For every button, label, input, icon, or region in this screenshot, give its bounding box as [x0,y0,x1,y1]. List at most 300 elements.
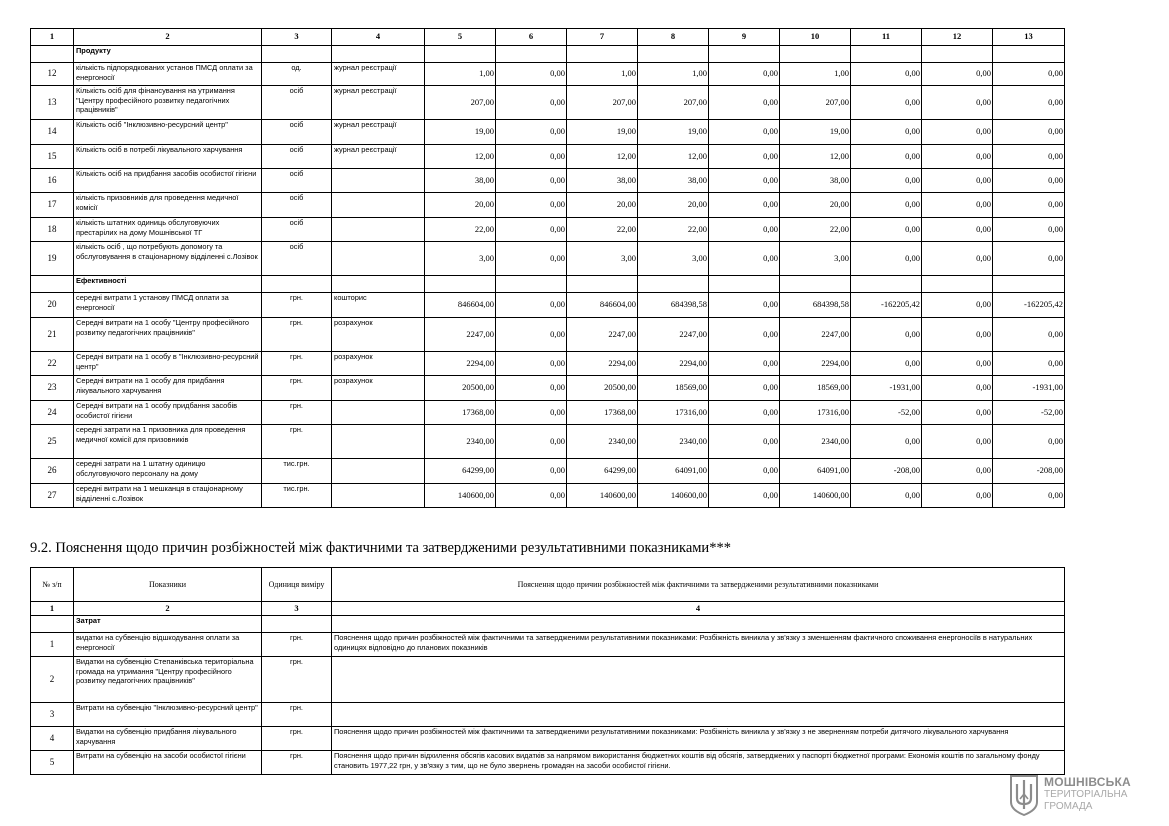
value-cell: 0,00 [851,193,922,218]
indicator-name: видатки на субвенцію відшкодування оплати за енергоносії [74,633,262,657]
value-cell: 0,00 [496,193,567,218]
column-number: 1 [31,29,74,46]
value-cell: 0,00 [496,318,567,352]
table-row [31,727,1065,751]
value-cell: 140600,00 [425,484,496,508]
value-cell: 1,00 [425,63,496,86]
source-cell: журнал реєстрації [332,120,425,145]
column-number: 3 [262,29,332,46]
value-cell: 0,00 [496,86,567,120]
explanation-cell [332,657,1065,703]
row-number: 19 [31,242,74,276]
table-row [31,193,1065,218]
value-cell: 0,00 [922,484,993,508]
indicator-name: Середні витрати на 1 особу "Центру професійного розвитку педагогічних працівників" [74,318,262,352]
value-cell: 17368,00 [425,401,496,425]
value-cell: -1931,00 [851,376,922,401]
column-number: 13 [993,29,1065,46]
value-cell: 12,00 [425,145,496,169]
value-cell: 0,00 [496,401,567,425]
value-cell: 0,00 [496,459,567,484]
value-cell: 64299,00 [425,459,496,484]
value-cell: 140600,00 [780,484,851,508]
value-cell: -52,00 [851,401,922,425]
unit-cell: грн. [262,751,332,775]
column-number-row [31,29,1065,46]
value-cell: -162205,42 [993,293,1065,318]
table-row [31,751,1065,775]
table-header-row [31,568,1065,602]
source-cell: журнал реєстрації [332,145,425,169]
value-cell: 0,00 [922,352,993,376]
value-cell: 0,00 [993,425,1065,459]
header-explanation: Пояснення щодо причин розбіжностей між фактичними та затвердженими результативними показниками [332,568,1065,602]
empty-cell [425,46,496,63]
value-cell: 0,00 [709,459,780,484]
value-cell: 0,00 [922,63,993,86]
value-cell: 2340,00 [780,425,851,459]
empty-cell [922,46,993,63]
source-cell: розрахунок [332,352,425,376]
value-cell: 0,00 [709,484,780,508]
empty-cell [780,46,851,63]
value-cell: 0,00 [851,352,922,376]
indicator-name: кількість призовників для проведення медичної комісії [74,193,262,218]
section-label: Продукту [74,46,262,63]
table-row [31,484,1065,508]
empty-cell [262,616,332,633]
indicator-name: середні затрати на 1 штатну одиницю обслуговуючого персоналу на дому [74,459,262,484]
value-cell: 207,00 [425,86,496,120]
unit-cell: осіб [262,193,332,218]
value-cell: 207,00 [780,86,851,120]
indicator-name: Середні витрати на 1 особу для придбання лікувального харчування [74,376,262,401]
value-cell: 0,00 [993,193,1065,218]
indicator-name: середні витрати 1 установу ПМСД оплати за енергоносії [74,293,262,318]
value-cell: 0,00 [496,218,567,242]
value-cell: 22,00 [425,218,496,242]
value-cell: 0,00 [496,352,567,376]
value-cell: -52,00 [993,401,1065,425]
value-cell: 20,00 [425,193,496,218]
table-row [31,242,1065,276]
indicator-name: Кількість осіб на придбання засобів особистої гігієни [74,169,262,193]
explanation-cell [332,703,1065,727]
empty-cell [496,276,567,293]
indicator-name: кількість осіб , що потребують допомогу та обслуговування в стаціонарному відділенні с.Лозівок [74,242,262,276]
empty-cell [851,46,922,63]
value-cell: 0,00 [496,145,567,169]
row-number: 1 [31,633,74,657]
source-cell: кошторис [332,293,425,318]
table-row [31,352,1065,376]
empty-cell [993,276,1065,293]
table-row [31,633,1065,657]
indicators-table [30,28,1065,508]
unit-cell: грн. [262,318,332,352]
value-cell: 19,00 [567,120,638,145]
value-cell: 3,00 [638,242,709,276]
value-cell: 140600,00 [638,484,709,508]
row-number: 15 [31,145,74,169]
column-number: 4 [332,602,1065,616]
table-row [31,657,1065,703]
value-cell: 0,00 [851,86,922,120]
value-cell: -208,00 [851,459,922,484]
table-row [31,86,1065,120]
row-number: 23 [31,376,74,401]
source-cell [332,193,425,218]
value-cell: 846604,00 [567,293,638,318]
empty-cell [31,616,74,633]
indicator-name: Кількість осіб для фінансування на утримання "Центру професійного розвитку педагогічних працівників" [74,86,262,120]
empty-cell [262,46,332,63]
value-cell: -162205,42 [851,293,922,318]
row-number: 21 [31,318,74,352]
indicator-name: Кількість осіб "Інклюзивно-ресурсний центр" [74,120,262,145]
value-cell: 17316,00 [638,401,709,425]
value-cell: 0,00 [709,425,780,459]
unit-cell: грн. [262,352,332,376]
value-cell: 2247,00 [425,318,496,352]
unit-cell: грн. [262,633,332,657]
empty-cell [993,46,1065,63]
column-number: 4 [332,29,425,46]
value-cell: 38,00 [638,169,709,193]
empty-cell [638,276,709,293]
value-cell: 20500,00 [425,376,496,401]
value-cell: 2247,00 [638,318,709,352]
empty-cell [425,276,496,293]
value-cell: 2340,00 [425,425,496,459]
value-cell: 0,00 [709,169,780,193]
table-row [31,703,1065,727]
column-number: 1 [31,602,74,616]
unit-cell: тис.грн. [262,459,332,484]
value-cell: 0,00 [709,86,780,120]
value-cell: 18569,00 [638,376,709,401]
row-number: 5 [31,751,74,775]
table-row [31,120,1065,145]
explanation-cell: Пояснення щодо причин розбіжностей між фактичними та затвердженими результативними показниками: Розбіжність виникла у зв'язку з зменшенням фактичного споживання енергоносіїв в натуральних одиницях відповідно до планових показників [332,633,1065,657]
row-number: 2 [31,657,74,703]
row-number: 13 [31,86,74,120]
row-number: 24 [31,401,74,425]
column-number: 11 [851,29,922,46]
column-number: 10 [780,29,851,46]
column-number: 2 [74,602,262,616]
value-cell: -208,00 [993,459,1065,484]
row-number: 16 [31,169,74,193]
empty-cell [638,46,709,63]
value-cell: 0,00 [993,318,1065,352]
value-cell: 0,00 [496,63,567,86]
value-cell: 0,00 [709,352,780,376]
explanation-cell: Пояснення щодо причин розбіжностей між фактичними та затвердженими результативними показниками: Розбіжність виникла у зв'язку з не зверненням потреби дитячого лікувального харчування [332,727,1065,751]
source-cell [332,401,425,425]
value-cell: 0,00 [922,376,993,401]
value-cell: 0,00 [993,169,1065,193]
value-cell: 64091,00 [780,459,851,484]
value-cell: 2294,00 [567,352,638,376]
value-cell: 12,00 [567,145,638,169]
unit-cell: грн. [262,703,332,727]
value-cell: 0,00 [709,218,780,242]
section-title: 9.2. Пояснення щодо причин розбіжностей між фактичними та затвердженими результативними показниками*** [30,540,731,556]
column-number: 9 [709,29,780,46]
empty-cell [709,276,780,293]
header-number: № з/п [31,568,74,602]
row-number: 18 [31,218,74,242]
value-cell: 1,00 [638,63,709,86]
value-cell: 0,00 [993,352,1065,376]
header-indicators: Показники [74,568,262,602]
empty-cell [567,276,638,293]
empty-cell [922,276,993,293]
value-cell: 38,00 [567,169,638,193]
empty-cell [31,276,74,293]
value-cell: 684398,58 [780,293,851,318]
row-number: 12 [31,63,74,86]
source-cell [332,218,425,242]
empty-cell [262,276,332,293]
value-cell: 0,00 [709,318,780,352]
value-cell: 0,00 [709,401,780,425]
value-cell: 0,00 [851,120,922,145]
value-cell: 19,00 [425,120,496,145]
value-cell: 0,00 [922,318,993,352]
value-cell: 0,00 [851,63,922,86]
value-cell: 0,00 [851,218,922,242]
column-number: 8 [638,29,709,46]
logo-line-3: ГРОМАДА [1044,801,1093,812]
unit-cell: од. [262,63,332,86]
value-cell: 0,00 [496,120,567,145]
value-cell: 64091,00 [638,459,709,484]
value-cell: 0,00 [922,459,993,484]
indicator-name: Видатки на субвенцію придбання лікувального харчування [74,727,262,751]
value-cell: 0,00 [851,318,922,352]
value-cell: 0,00 [709,63,780,86]
value-cell: 0,00 [993,120,1065,145]
logo-line-2: ТЕРИТОРІАЛЬНА [1044,789,1128,800]
empty-cell [332,616,1065,633]
unit-cell: осіб [262,86,332,120]
table-row [31,401,1065,425]
value-cell: 846604,00 [425,293,496,318]
value-cell: 2247,00 [780,318,851,352]
value-cell: 38,00 [425,169,496,193]
source-cell: журнал реєстрації [332,63,425,86]
value-cell: 38,00 [780,169,851,193]
value-cell: 140600,00 [567,484,638,508]
value-cell: 2294,00 [780,352,851,376]
value-cell: 12,00 [780,145,851,169]
value-cell: 0,00 [993,218,1065,242]
value-cell: 0,00 [993,63,1065,86]
value-cell: 19,00 [638,120,709,145]
empty-cell [31,46,74,63]
value-cell: 0,00 [922,193,993,218]
value-cell: 0,00 [709,120,780,145]
unit-cell: грн. [262,425,332,459]
value-cell: 0,00 [851,425,922,459]
value-cell: 0,00 [496,242,567,276]
column-number: 2 [74,29,262,46]
column-number-row [31,602,1065,616]
empty-cell [709,46,780,63]
indicator-name: Кількість осіб в потребі лікувального харчування [74,145,262,169]
section-row [31,46,1065,63]
value-cell: 3,00 [780,242,851,276]
source-cell [332,425,425,459]
value-cell: 2340,00 [567,425,638,459]
value-cell: 20,00 [780,193,851,218]
value-cell: 0,00 [851,484,922,508]
unit-cell: осіб [262,218,332,242]
column-number: 7 [567,29,638,46]
unit-cell: грн. [262,401,332,425]
value-cell: 12,00 [638,145,709,169]
empty-cell [332,276,425,293]
indicator-name: кількість штатних одиниць обслуговуючих престарілих на дому Мошнівської ТГ [74,218,262,242]
indicator-name: Витрати на субвенцію на засоби особистої гігієни [74,751,262,775]
value-cell: 0,00 [993,145,1065,169]
value-cell: 0,00 [993,484,1065,508]
section-label: Затрат [74,616,262,633]
value-cell: 20500,00 [567,376,638,401]
value-cell: 207,00 [567,86,638,120]
value-cell: 22,00 [638,218,709,242]
table-row [31,169,1065,193]
empty-cell [332,46,425,63]
value-cell: 20,00 [638,193,709,218]
indicator-name: Видатки на субвенцію Степанківська територіальна громада на утримання "Центру професійного розвитку педагогічних працівників" [74,657,262,703]
source-cell: розрахунок [332,376,425,401]
value-cell: 684398,58 [638,293,709,318]
unit-cell: грн. [262,727,332,751]
table-row [31,145,1065,169]
empty-cell [567,46,638,63]
empty-cell [851,276,922,293]
value-cell: 2294,00 [425,352,496,376]
source-cell: розрахунок [332,318,425,352]
value-cell: 0,00 [851,145,922,169]
row-number: 20 [31,293,74,318]
section-row [31,276,1065,293]
row-number: 25 [31,425,74,459]
table-row [31,376,1065,401]
table-row [31,318,1065,352]
explanation-cell: Пояснення щодо причин відхилення обсягів касових видатків за напрямом використання бюджетних коштів від обсягів, затверджених у паспорті бюджетної програми: Економія коштів по загальному фонду становить 1977,22 грн, у зв'язку з тим, що не було звернень громадян на засоби особистої гігієни. [332,751,1065,775]
value-cell: 2294,00 [638,352,709,376]
value-cell: 207,00 [638,86,709,120]
unit-cell: осіб [262,169,332,193]
unit-cell: осіб [262,242,332,276]
column-number: 5 [425,29,496,46]
value-cell: 0,00 [496,376,567,401]
value-cell: 19,00 [780,120,851,145]
unit-cell: грн. [262,657,332,703]
value-cell: 22,00 [567,218,638,242]
source-cell [332,484,425,508]
source-cell: журнал реєстрації [332,86,425,120]
value-cell: 3,00 [425,242,496,276]
value-cell: 3,00 [567,242,638,276]
value-cell: 0,00 [709,376,780,401]
value-cell: 0,00 [496,169,567,193]
value-cell: 0,00 [709,242,780,276]
unit-cell: осіб [262,145,332,169]
value-cell: 0,00 [922,86,993,120]
value-cell: 0,00 [709,293,780,318]
value-cell: 64299,00 [567,459,638,484]
unit-cell: тис.грн. [262,484,332,508]
value-cell: 0,00 [851,169,922,193]
column-number: 12 [922,29,993,46]
section-row [31,616,1065,633]
value-cell: 0,00 [993,242,1065,276]
value-cell: 1,00 [780,63,851,86]
value-cell: 0,00 [922,425,993,459]
value-cell: 0,00 [922,242,993,276]
value-cell: 17316,00 [780,401,851,425]
unit-cell: осіб [262,120,332,145]
header-unit: Одиниця виміру [262,568,332,602]
indicator-name: середні затрати на 1 призовника для проведення медичної комісії для призовників [74,425,262,459]
value-cell: 0,00 [496,293,567,318]
value-cell: 0,00 [922,401,993,425]
value-cell: 20,00 [567,193,638,218]
value-cell: -1931,00 [993,376,1065,401]
row-number: 27 [31,484,74,508]
source-cell [332,242,425,276]
empty-cell [780,276,851,293]
value-cell: 0,00 [709,193,780,218]
trident-emblem-icon [1008,772,1040,816]
value-cell: 2247,00 [567,318,638,352]
column-number: 3 [262,602,332,616]
source-cell [332,169,425,193]
value-cell: 22,00 [780,218,851,242]
row-number: 4 [31,727,74,751]
indicator-name: Витрати на субвенцію "Інклюзивно-ресурсний центр" [74,703,262,727]
unit-cell: грн. [262,293,332,318]
indicator-name: середні витрати на 1 мешканця в стаціонарному відділенні с.Лозівок [74,484,262,508]
value-cell: 0,00 [922,145,993,169]
explanations-table [30,567,1065,775]
value-cell: 0,00 [496,484,567,508]
indicator-name: Середні витрати на 1 особу придбання засобів особистої гігієни [74,401,262,425]
table-row [31,459,1065,484]
section-label: Ефективності [74,276,262,293]
row-number: 26 [31,459,74,484]
indicator-name: кількість підпорядкованих установ ПМСД оплати за енергоносії [74,63,262,86]
value-cell: 0,00 [851,242,922,276]
source-cell [332,459,425,484]
row-number: 14 [31,120,74,145]
table-row [31,293,1065,318]
logo-line-1: МОШНІВСЬКА [1044,775,1131,789]
table-row [31,218,1065,242]
value-cell: 0,00 [922,169,993,193]
value-cell: 0,00 [496,425,567,459]
value-cell: 0,00 [922,218,993,242]
value-cell: 0,00 [993,86,1065,120]
row-number: 17 [31,193,74,218]
unit-cell: грн. [262,376,332,401]
table-row [31,63,1065,86]
